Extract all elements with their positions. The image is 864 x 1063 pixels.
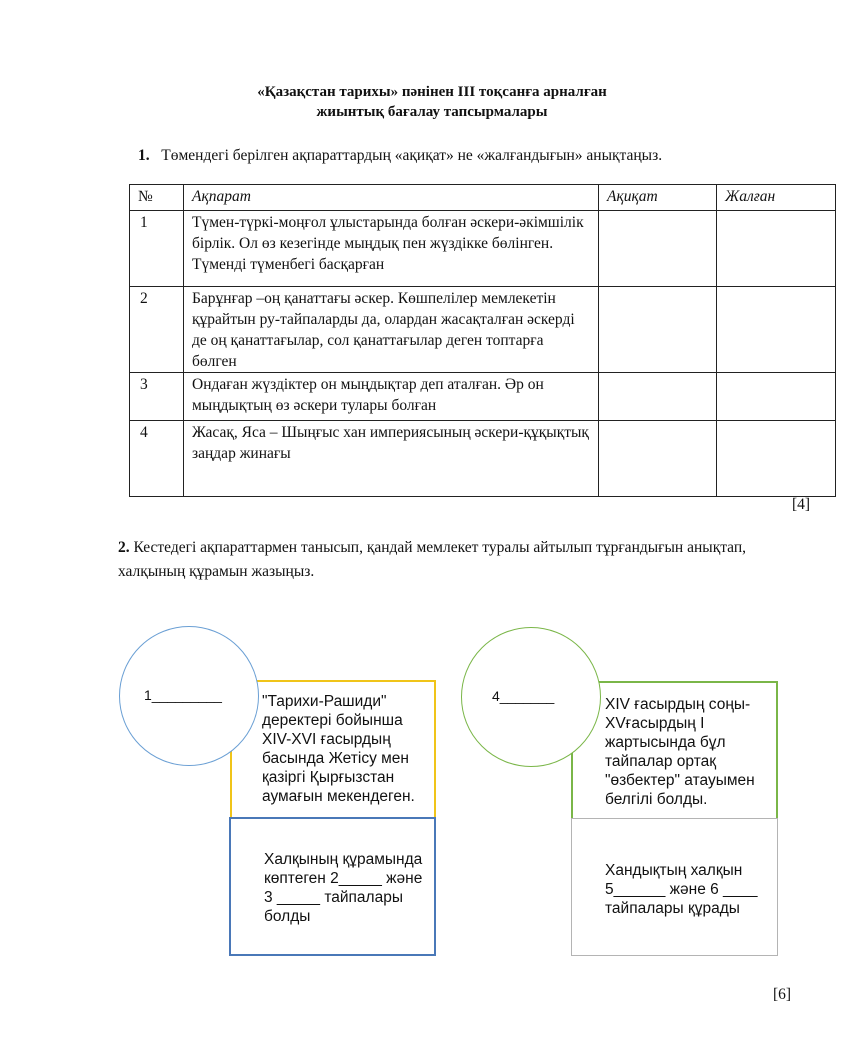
left-answer-text: Халқының құрамында көптеген 2_____ және 3 _____ тайпалары болды — [264, 851, 423, 925]
row-number: 2 — [130, 287, 184, 373]
row-text: Жасақ, Яса – Шыңғыс хан империясының әскери-құқықтық заңдар жинағы — [184, 421, 599, 497]
left-info-text: "Тарихи-Рашиди" деректері бойынша XIV-XVI ғасырдың басында Жетісу мен қазіргі Қырғызстан аумағын мекендеген. — [262, 693, 415, 805]
false-cell[interactable] — [717, 287, 836, 373]
row-text: Барұнғар –оң қанаттағы әскер. Көшпелілер мемлекетін құрайтын ру-тайпаларды да, олардан жасақталған әскерді де оң қанаттағылар, сол қанаттағылар деген топтарға бөлген — [184, 287, 599, 373]
task2-score: [6] — [773, 986, 792, 1003]
col-header-number: № — [130, 185, 184, 211]
task1-instruction — [138, 144, 662, 168]
table-row — [130, 373, 836, 421]
true-cell[interactable] — [599, 287, 717, 373]
task2-instruction — [118, 536, 798, 584]
task2-number: 2. — [118, 539, 130, 556]
false-cell[interactable] — [717, 373, 836, 421]
right-answer-box — [571, 818, 778, 956]
false-cell[interactable] — [717, 421, 836, 497]
table-row — [130, 287, 836, 373]
left-circle-label[interactable]: 1_________ — [144, 687, 222, 703]
row-text: Ондаған жүздіктер он мыңдықтар деп аталған. Әр он мыңдықтың өз әскери тулары болған — [184, 373, 599, 421]
col-header-true: Ақиқат — [599, 185, 717, 211]
task1-text: Төмендегі берілген ақпараттардың «ақиқат» не «жалғандығын» анықтаңыз. — [161, 147, 663, 164]
task1-number: 1. — [138, 147, 150, 164]
row-number: 1 — [130, 211, 184, 287]
left-info-box — [230, 680, 436, 820]
col-header-false: Жалған — [717, 185, 836, 211]
truth-table — [129, 184, 836, 497]
table-row — [130, 421, 836, 497]
right-info-box — [571, 681, 778, 821]
right-circle-label[interactable]: 4_______ — [492, 688, 555, 704]
right-info-text: XIV ғасырдың соңы-XVғасырдың I жартысында бұл тайпалар ортақ "өзбектер" атауымен белгілі болды. — [605, 696, 755, 808]
true-cell[interactable] — [599, 421, 717, 497]
task1-score: [4] — [792, 496, 811, 513]
right-circle — [461, 627, 601, 767]
page-title — [0, 82, 864, 122]
title-line-1: «Қазақстан тарихы» пәнінен III тоқсанға арналған — [257, 84, 607, 100]
left-circle — [119, 626, 259, 766]
false-cell[interactable] — [717, 211, 836, 287]
row-number: 4 — [130, 421, 184, 497]
true-cell[interactable] — [599, 211, 717, 287]
right-answer-text: Хандықтың халқын 5______ және 6 ____ тайпалары құрады — [605, 862, 758, 917]
table-row — [130, 211, 836, 287]
title-line-2: жиынтық бағалау тапсырмалары — [316, 104, 548, 120]
task2-text: Кестедегі ақпараттармен танысып, қандай мемлекет туралы айтылып тұрғандығын анықтап, халқының құрамын жазыңыз. — [118, 539, 747, 580]
col-header-info: Ақпарат — [184, 185, 599, 211]
table-header-row — [130, 185, 836, 211]
row-number: 3 — [130, 373, 184, 421]
true-cell[interactable] — [599, 373, 717, 421]
row-text: Түмен-түркі-моңғол ұлыстарында болған әскери-әкімшілік бірлік. Ол өз кезегінде мыңдық пен жүздікке бөлінген. Түменді түменбегі басқарған — [184, 211, 599, 287]
left-answer-box — [229, 817, 436, 956]
